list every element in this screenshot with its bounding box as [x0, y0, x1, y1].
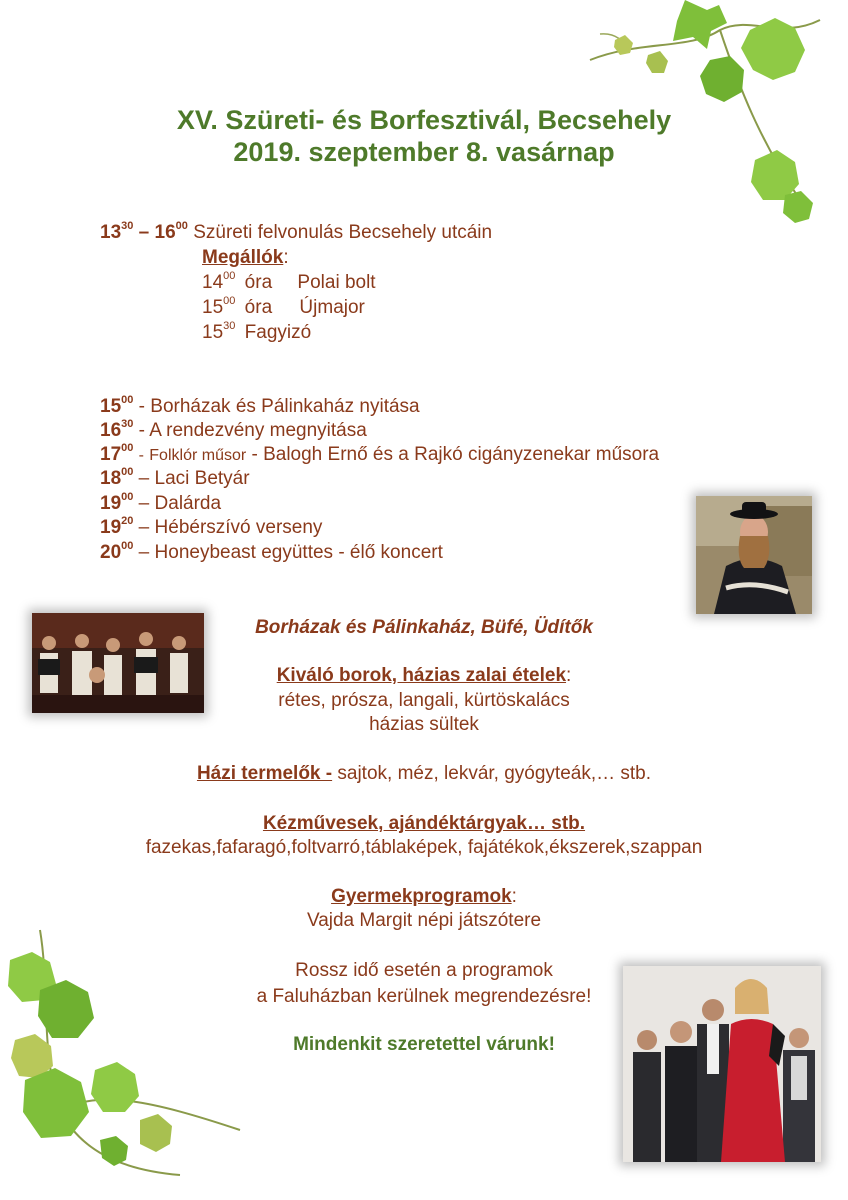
schedule-item: [100, 516, 322, 540]
stop-place: Újmajor: [299, 297, 365, 318]
stop-unit: óra: [244, 272, 273, 293]
performer-illustration: [696, 496, 812, 614]
band-photo: [623, 966, 821, 1162]
festival-date: 2019. szeptember 8. vasárnap: [233, 137, 615, 167]
crafts-head: Kézművesek, ajándéktárgyak… stb.: [262, 813, 586, 834]
festival-title: XV. Szüreti- és Borfesztivál, Becsehely: [176, 105, 672, 135]
band-illustration: [623, 966, 821, 1162]
parade-start-hour: 13: [100, 222, 122, 243]
schedule-text: Honeybeast együttes - élő koncert: [154, 542, 443, 563]
schedule-sep: –: [138, 542, 150, 563]
stop-hour: 15: [202, 322, 224, 343]
schedule-item: [100, 467, 250, 491]
venues-text: Borházak és Pálinkaház, Büfé, Üdítők: [255, 617, 593, 638]
schedule-text: Hébérszívó verseny: [154, 517, 323, 538]
producers-head: Házi termelők -: [196, 763, 333, 784]
food-line-2: házias sültek: [369, 714, 479, 735]
schedule-hour: 19: [100, 517, 122, 538]
stops-colon: :: [283, 247, 289, 268]
schedule-text: Laci Betyár: [154, 468, 250, 489]
stop-item: [202, 271, 376, 295]
stop-min: 00: [223, 295, 236, 307]
schedule-item: [100, 492, 221, 516]
stops-label: Megállók: [202, 247, 284, 268]
food-head: Kiváló borok, házias zalai ételek: [276, 665, 567, 686]
stop-min: 00: [223, 270, 236, 282]
schedule-sep: –: [138, 517, 150, 538]
producers-text: sajtok, méz, lekvár, gyógyteák,… stb.: [337, 763, 652, 784]
schedule-min: 00: [121, 442, 134, 454]
parade-end-hour: 16: [154, 222, 176, 243]
food-line-1: rétes, prósza, langali, kürtöskalács: [278, 690, 570, 711]
producers-line: [0, 762, 848, 786]
schedule-sep: -: [138, 396, 145, 417]
schedule-item: [100, 541, 443, 565]
parade-dash: –: [138, 222, 150, 243]
stops-heading: [202, 246, 289, 270]
schedule-hour: 18: [100, 468, 122, 489]
schedule-text: Borházak és Pálinkaház nyitása: [150, 396, 420, 417]
schedule-min: 30: [121, 418, 134, 430]
schedule-min: 20: [121, 515, 134, 527]
schedule-item: [100, 419, 367, 443]
schedule-text: A rendezvény megnyitása: [149, 420, 367, 441]
schedule-hour: 20: [100, 542, 122, 563]
schedule-min: 00: [121, 394, 134, 406]
schedule-min: 00: [121, 491, 134, 503]
schedule-min: 00: [121, 466, 134, 478]
schedule-sep: -: [138, 420, 145, 441]
schedule-hour: 19: [100, 493, 122, 514]
performer-photo: [696, 496, 812, 614]
stop-item: [202, 296, 365, 320]
schedule-item: [100, 395, 420, 419]
stop-unit: óra: [244, 297, 273, 318]
schedule-hour: 15: [100, 396, 122, 417]
stop-place: Polai bolt: [297, 272, 376, 293]
schedule-text: Dalárda: [154, 493, 222, 514]
schedule-min: 00: [121, 540, 134, 552]
food-heading: [0, 664, 848, 688]
crafts-heading: [0, 812, 848, 836]
kids-colon: :: [511, 886, 517, 907]
schedule-hour: 16: [100, 420, 122, 441]
schedule-item: [100, 443, 659, 468]
kids-heading: [0, 885, 848, 909]
venues-line: [0, 616, 848, 640]
stop-hour: 14: [202, 272, 224, 293]
parade-end-min: 00: [175, 220, 188, 232]
parade-start-min: 30: [121, 220, 134, 232]
schedule-sep: -: [138, 447, 144, 464]
weather-line-2: a Faluházban kerülnek megrendezésre!: [256, 986, 592, 1007]
kids-line: Vajda Margit népi játszótere: [306, 910, 542, 931]
schedule-text-small: Folklór műsor: [149, 447, 247, 464]
parade-line: [100, 221, 492, 245]
stop-item: [202, 321, 311, 345]
parade-text: Szüreti felvonulás Becsehely utcáin: [193, 222, 493, 243]
stop-hour: 15: [202, 297, 224, 318]
crafts-line: fazekas,fafaragó,foltvarró,táblaképek, fajátékok,ékszerek,szappan: [145, 837, 703, 858]
schedule-text: - Balogh Ernő és a Rajkó cigányzenekar műsora: [251, 444, 660, 465]
stop-min: 30: [223, 320, 236, 332]
welcome-text: Mindenkit szeretettel várunk!: [293, 1034, 555, 1055]
food-colon: :: [566, 665, 572, 686]
schedule-sep: –: [138, 493, 150, 514]
kids-head: Gyermekprogramok: [331, 886, 512, 907]
stop-place: Fagyizó: [244, 322, 312, 343]
schedule-hour: 17: [100, 444, 122, 465]
weather-line-1: Rossz idő esetén a programok: [295, 960, 553, 981]
schedule-sep: –: [138, 468, 150, 489]
